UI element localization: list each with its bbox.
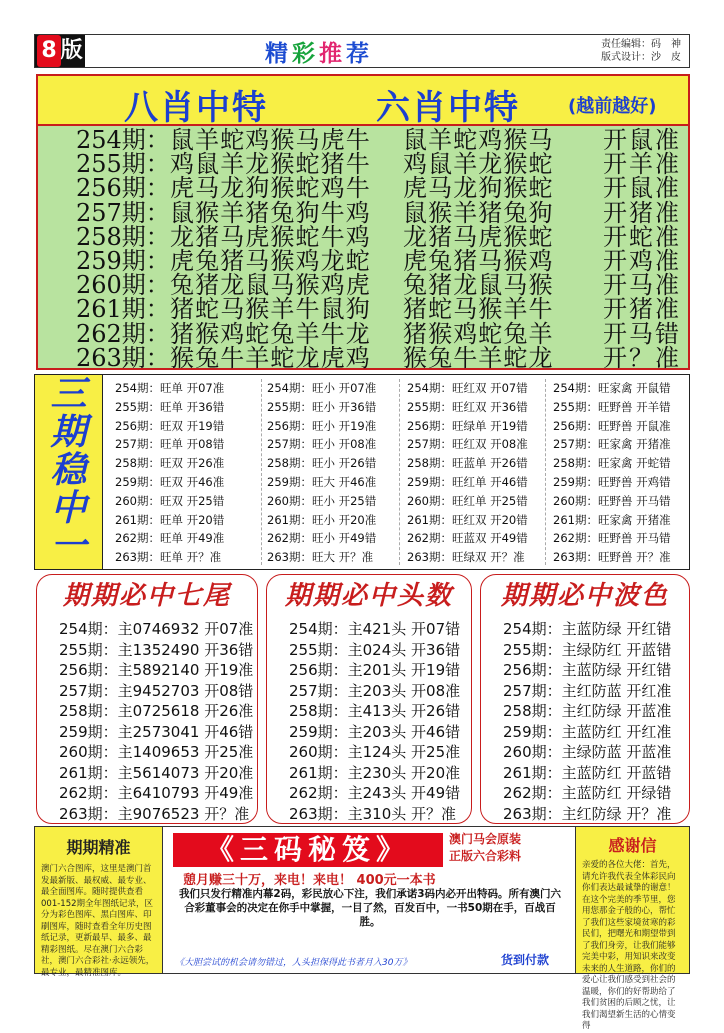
prediction-row: 255期：主1352490 开36错 bbox=[59, 640, 254, 659]
column-divider bbox=[545, 379, 546, 565]
prediction-row: 259期：旺野兽 开鸡错 bbox=[553, 474, 671, 489]
prediction-row: 257期：主红防蓝 开红准 bbox=[503, 681, 672, 700]
prediction-row: 262期：旺野兽 开马错 bbox=[553, 531, 671, 546]
row-period: 261期： bbox=[76, 295, 170, 324]
prediction-row: 256期：旺野兽 开鼠准 bbox=[553, 418, 671, 433]
page-number-badge bbox=[35, 35, 85, 67]
eight-zodiac-pick: 鼠猴羊猪兔狗牛鸡 bbox=[170, 198, 371, 227]
column-divider bbox=[261, 379, 262, 565]
gallery-ad-text: 澳门六合图库，这里是澳门首发最新版、最权威、最专业、最全面图库。随时提供查看001-152期全年图纸记录，区分为彩色图库、黑白图库、印刷图库，随时查看全年历史图纸记录，更新最早、最多、最精彩图纸。尽在澳门六合彩社，澳门六合彩社·永远领先，最专业，最精准图库。 bbox=[41, 864, 155, 978]
gallery-ad bbox=[35, 827, 163, 978]
cash-on-delivery-label: 货到付款 bbox=[501, 953, 550, 967]
prediction-row: 261期：旺家禽 开猪准 bbox=[553, 512, 671, 527]
prediction-row: 257期：主203头 开08准 bbox=[289, 681, 461, 700]
prediction-row: 261期：旺单 开20错 bbox=[115, 512, 225, 527]
prediction-row: 263期：旺野兽 开？准 bbox=[553, 550, 671, 565]
eight-zodiac-pick: 兔猪龙鼠马猴鸡虎 bbox=[170, 271, 371, 300]
six-zodiac-pick: 兔猪龙鼠马猴 bbox=[403, 271, 554, 300]
thank-you-letter bbox=[575, 827, 689, 1031]
side-title-char: 三 bbox=[50, 373, 87, 415]
prediction-row: 262期：旺小 开49错 bbox=[267, 531, 377, 546]
heading-note: (越前越好) bbox=[568, 96, 657, 117]
gallery-ad-title: 期期精准 bbox=[66, 838, 131, 857]
prediction-row: 257期：主9452703 开08错 bbox=[59, 681, 254, 700]
prediction-row: 261期：主230头 开20准 bbox=[289, 763, 461, 782]
zodiac-row bbox=[38, 128, 688, 152]
seven-tail-panel bbox=[36, 574, 258, 824]
eight-zodiac-pick: 猪猴鸡蛇兔羊牛龙 bbox=[170, 319, 371, 348]
advertisement-panel bbox=[34, 826, 690, 1031]
odd-even-column bbox=[115, 379, 224, 567]
eight-zodiac-pick: 虎兔猪马猴鸡龙蛇 bbox=[170, 246, 371, 275]
prediction-row: 254期：主0746932 开07准 bbox=[59, 620, 254, 638]
page-title bbox=[265, 35, 373, 67]
prediction-row: 258期：主413头 开26错 bbox=[289, 702, 461, 720]
prediction-row: 262期：主243头 开49错 bbox=[289, 784, 461, 802]
row-period: 257期： bbox=[76, 198, 170, 227]
six-zodiac-pick: 猪蛇马猴羊牛 bbox=[403, 295, 554, 324]
side-title-char: 一 bbox=[50, 525, 87, 567]
prediction-row: 254期：旺小 开07准 bbox=[267, 381, 377, 395]
zodiac-row bbox=[38, 222, 688, 251]
prediction-row: 256期：旺小 开19准 bbox=[267, 418, 377, 433]
color-odd-even-column bbox=[407, 379, 528, 567]
page-number-suffix: 版 bbox=[60, 38, 83, 63]
page-number: 8 bbox=[37, 35, 60, 67]
book-ad bbox=[163, 827, 573, 973]
prediction-row: 262期：主6410793 开49准 bbox=[59, 784, 254, 802]
section-title: 期期必中头数 bbox=[284, 581, 453, 611]
zodiac-rows bbox=[38, 128, 688, 370]
prediction-row: 259期：主蓝防红 开红准 bbox=[503, 722, 672, 741]
title-char: 精 bbox=[265, 41, 292, 67]
eight-zodiac-heading: 八肖中特 bbox=[124, 88, 268, 128]
prediction-row: 256期：主5892140 开19准 bbox=[59, 661, 254, 679]
thank-you-text: 亲爱的各位大佬：首先，请允许我代表全体彩民向你们表达最诚挚的谢意！在这个完美的季节里，您用您那金子般的心，帮忙了我们这些家境贫寒的彩民们，把曙光和期望带到了我们身旁，让我们能够完美中彩，用知识来改变未来的人生道路，你们的爱心让我们感受到社会的温暖，你们的好帮助给了我们贫困的后顾之忧，让我们渴望新生活的心情变得 bbox=[582, 860, 676, 1031]
prediction-row: 254期：旺家禽 开鼠错 bbox=[553, 381, 671, 395]
prediction-row: 255期：主024头 开36错 bbox=[289, 640, 461, 659]
title-char: 彩 bbox=[292, 41, 319, 67]
prediction-row: 254期：主421头 开07错 bbox=[289, 620, 461, 638]
prediction-row: 254期：旺单 开07准 bbox=[115, 381, 225, 395]
six-zodiac-heading: 六肖中特 bbox=[376, 88, 520, 128]
wave-color-panel bbox=[480, 574, 690, 824]
six-zodiac-pick: 龙猪马虎猴蛇 bbox=[403, 222, 554, 251]
big-small-column bbox=[267, 379, 376, 567]
editor-credit: 责任编辑：码 神 bbox=[601, 39, 681, 50]
prediction-row: 259期：旺大 开46准 bbox=[267, 474, 377, 489]
zodiac-row bbox=[38, 295, 688, 324]
book-title-banner: 《三码秘笈》 bbox=[173, 833, 443, 867]
six-zodiac-pick: 鼠猴羊猪兔狗 bbox=[403, 198, 554, 227]
six-zodiac-pick: 虎马龙狗猴蛇 bbox=[403, 174, 554, 203]
designer-credit: 版式设计：沙 皮 bbox=[601, 52, 681, 63]
prediction-row: 262期：主蓝防红 开绿错 bbox=[503, 784, 672, 802]
head-number-panel bbox=[266, 574, 472, 824]
eight-zodiac-pick: 虎马龙狗猴蛇鸡牛 bbox=[170, 174, 371, 203]
prediction-row: 257期：旺家禽 开猪准 bbox=[553, 437, 671, 452]
prediction-row: 255期：主绿防红 开蓝错 bbox=[503, 640, 672, 659]
eight-zodiac-pick: 鸡鼠羊龙猴蛇猪牛 bbox=[170, 150, 371, 179]
book-tag-line: 正版六合彩料 bbox=[449, 849, 522, 863]
prediction-row: 263期：旺单 开？准 bbox=[115, 550, 222, 565]
prediction-row: 256期：主201头 开19错 bbox=[289, 661, 461, 679]
section-title: 期期必中七尾 bbox=[62, 581, 231, 611]
prediction-row: 258期：主红防绿 开蓝准 bbox=[503, 702, 672, 720]
domestic-wild-column bbox=[553, 379, 671, 567]
prediction-row: 258期：旺蓝单 开26错 bbox=[407, 456, 528, 471]
prediction-row: 257期：旺小 开08准 bbox=[267, 437, 377, 452]
six-zodiac-pick: 猴兔牛羊蛇龙 bbox=[403, 343, 554, 372]
thank-you-title: 感谢信 bbox=[608, 836, 657, 855]
row-result: 开鼠准 bbox=[603, 174, 681, 203]
title-char: 推 bbox=[319, 41, 346, 67]
eight-zodiac-pick: 鼠羊蛇鸡猴马虎牛 bbox=[170, 126, 371, 154]
prediction-row: 260期：旺野兽 开马错 bbox=[553, 493, 671, 508]
prediction-row: 258期：旺双 开26准 bbox=[115, 456, 225, 471]
prediction-row: 261期：主蓝防红 开蓝错 bbox=[503, 763, 672, 782]
editor-credits bbox=[601, 38, 681, 64]
column-divider bbox=[399, 379, 400, 565]
prediction-row: 258期：旺小 开26错 bbox=[267, 456, 377, 471]
prediction-row: 255期：旺单 开36错 bbox=[115, 399, 225, 414]
prediction-row: 261期：主5614073 开20准 bbox=[59, 763, 254, 782]
book-promo: 憩月赚三十万，来电！来电！ 400元一本书 bbox=[183, 873, 436, 888]
row-result: 开马错 bbox=[603, 319, 681, 348]
row-result: 开猪准 bbox=[603, 198, 681, 227]
row-result: 开猪准 bbox=[603, 295, 681, 324]
prediction-row: 257期：旺红双 开08准 bbox=[407, 437, 528, 452]
prediction-row: 258期：旺家禽 开蛇错 bbox=[553, 456, 671, 471]
prediction-row: 254期：旺红双 开07错 bbox=[407, 381, 528, 395]
row-result: 开马准 bbox=[603, 271, 681, 300]
prediction-row: 262期：旺单 开49准 bbox=[115, 531, 225, 546]
prediction-row: 260期：旺红单 开25错 bbox=[407, 493, 528, 508]
row-period: 258期： bbox=[76, 222, 170, 251]
side-title-char: 期 bbox=[50, 411, 87, 453]
row-period: 259期： bbox=[76, 246, 170, 275]
prediction-row: 254期：主蓝防绿 开红错 bbox=[503, 620, 672, 638]
book-description: 我们只发行精准内幕2码，彩民放心下注，我们承诺3码内必开出特码。所有澳门六合彩董事会的决定在你手中掌握，一目了然，百发百中，一书50期在手，百战百胜。 bbox=[178, 888, 562, 928]
prediction-row: 260期：旺小 开25错 bbox=[267, 493, 377, 508]
zodiac-prediction-panel bbox=[36, 74, 690, 370]
prediction-row: 263期：旺绿双 开？准 bbox=[407, 550, 525, 565]
zodiac-row bbox=[38, 246, 688, 275]
three-period-panel bbox=[34, 374, 690, 570]
row-period: 254期： bbox=[76, 126, 170, 154]
zodiac-row bbox=[38, 319, 688, 348]
prediction-row: 260期：主1409653 开25准 bbox=[59, 743, 254, 761]
book-tag bbox=[449, 831, 521, 865]
prediction-row: 260期：旺双 开25错 bbox=[115, 493, 225, 508]
eight-zodiac-pick: 龙猪马虎猴蛇牛鸡 bbox=[170, 222, 371, 251]
prediction-row: 261期：旺小 开20准 bbox=[267, 512, 377, 527]
prediction-row: 255期：旺野兽 开羊错 bbox=[553, 399, 671, 414]
prediction-row: 255期：旺小 开36错 bbox=[267, 399, 377, 414]
row-period: 255期： bbox=[76, 150, 170, 179]
prediction-row: 263期：主310头 开？准 bbox=[289, 804, 457, 823]
prediction-row: 259期：旺双 开46准 bbox=[115, 474, 225, 489]
prediction-row: 257期：旺单 开08错 bbox=[115, 437, 225, 452]
section-title: 期期必中波色 bbox=[500, 581, 669, 611]
six-zodiac-pick: 虎兔猪马猴鸡 bbox=[403, 246, 554, 275]
prediction-row: 263期：主9076523 开？准 bbox=[59, 804, 250, 823]
row-period: 260期： bbox=[76, 271, 170, 300]
three-period-side-title bbox=[35, 375, 103, 569]
six-zodiac-pick: 鸡鼠羊龙猴蛇 bbox=[403, 150, 554, 179]
prediction-row: 259期：主2573041 开46错 bbox=[59, 722, 254, 741]
book-tag-line: 澳门马会原装 bbox=[449, 832, 522, 846]
prediction-row: 259期：主203头 开46错 bbox=[289, 722, 461, 741]
prediction-row: 263期：旺大 开？准 bbox=[267, 550, 374, 565]
prediction-row: 259期：旺红单 开46错 bbox=[407, 474, 528, 489]
prediction-row: 255期：旺红双 开36错 bbox=[407, 399, 528, 414]
eight-zodiac-pick: 猪蛇马猴羊牛鼠狗 bbox=[170, 295, 371, 324]
side-title-char: 中 bbox=[50, 487, 87, 529]
zodiac-row bbox=[38, 271, 688, 300]
zodiac-panel-heading bbox=[38, 76, 688, 126]
zodiac-row bbox=[38, 174, 688, 203]
row-result: 开鼠准 bbox=[603, 126, 681, 154]
six-zodiac-pick: 猪猴鸡蛇兔羊 bbox=[403, 319, 554, 348]
row-result: 开鸡准 bbox=[603, 246, 681, 275]
zodiac-row bbox=[38, 343, 688, 372]
prediction-row: 256期：旺绿单 开19错 bbox=[407, 418, 528, 433]
row-period: 263期： bbox=[76, 343, 170, 372]
prediction-row: 260期：主124头 开25准 bbox=[289, 743, 461, 761]
row-period: 256期： bbox=[76, 174, 170, 203]
row-period: 262期： bbox=[76, 319, 170, 348]
prediction-row: 256期：旺双 开19错 bbox=[115, 418, 225, 433]
book-footnote: 《大胆尝试的机会请勿错过，人头担保得此书者月入30万》 bbox=[175, 958, 412, 968]
row-result: 开？准 bbox=[603, 343, 681, 372]
prediction-row: 262期：旺蓝双 开49错 bbox=[407, 531, 528, 546]
zodiac-row bbox=[38, 150, 688, 179]
prediction-row: 261期：旺红双 开20错 bbox=[407, 512, 528, 527]
row-result: 开羊准 bbox=[603, 150, 681, 179]
prediction-row: 258期：主0725618 开26准 bbox=[59, 702, 254, 720]
row-result: 开蛇准 bbox=[603, 222, 681, 251]
eight-zodiac-pick: 猴兔牛羊蛇龙虎鸡 bbox=[170, 343, 371, 372]
zodiac-row bbox=[38, 198, 688, 227]
six-zodiac-pick: 鼠羊蛇鸡猴马 bbox=[403, 126, 554, 154]
title-char: 荐 bbox=[346, 41, 373, 67]
prediction-row: 260期：主绿防蓝 开蓝准 bbox=[503, 743, 672, 761]
prediction-row: 256期：主蓝防绿 开红错 bbox=[503, 661, 672, 679]
page-header bbox=[34, 34, 690, 68]
prediction-row: 263期：主红防绿 开？准 bbox=[503, 804, 672, 823]
side-title-char: 稳 bbox=[50, 449, 87, 491]
